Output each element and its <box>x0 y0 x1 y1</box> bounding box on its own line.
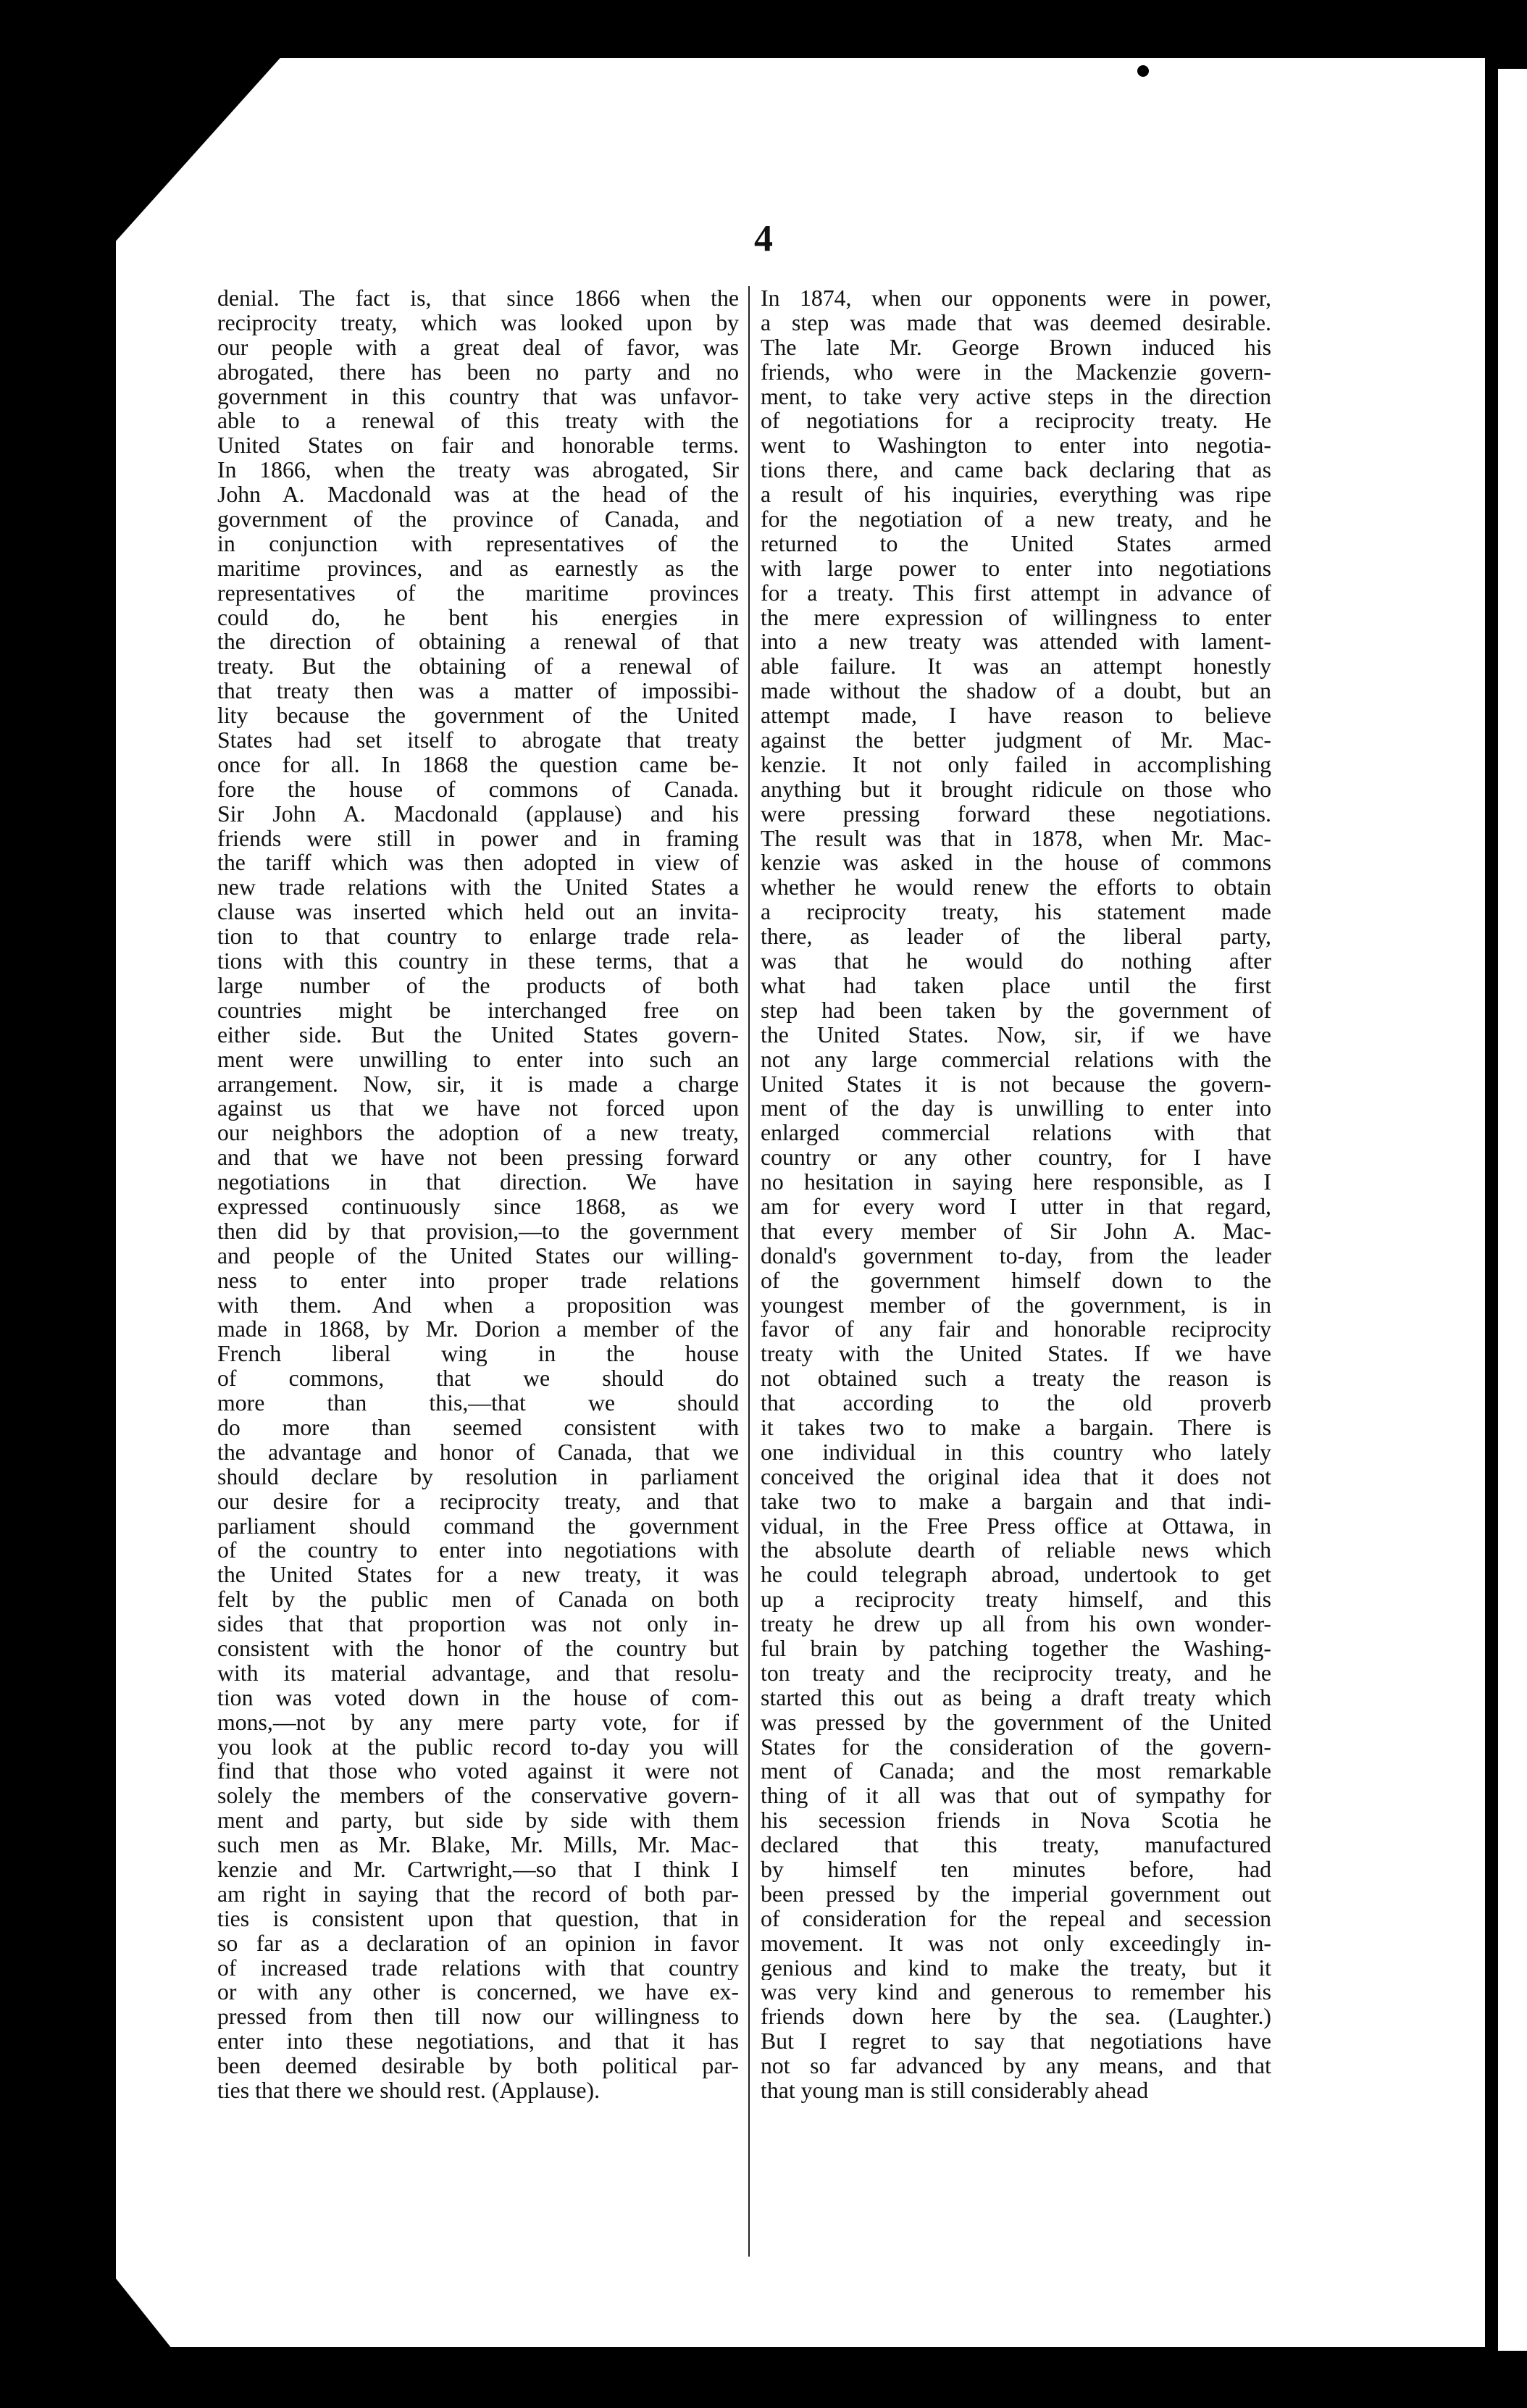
text-line: that every member of Sir John A. Mac- <box>761 1218 1271 1244</box>
text-line: ness to enter into proper trade relations <box>217 1268 739 1293</box>
text-line: ment of the day is unwilling to enter into <box>761 1096 1271 1121</box>
text-line: the absolute dearth of reliable news which <box>761 1538 1271 1563</box>
text-line: that treaty then was a matter of impossibi- <box>217 679 739 704</box>
text-line: of consideration for the repeal and secession <box>761 1906 1271 1931</box>
text-line: representatives of the maritime provinces <box>217 580 739 606</box>
text-line: returned to the United States armed <box>761 531 1271 556</box>
text-line: Sir John A. Macdonald (applause) and his <box>217 801 739 827</box>
text-line: ment were unwilling to enter into such an <box>217 1047 739 1072</box>
text-line: could do, he bent his energies in <box>217 605 739 630</box>
text-line: been deemed desirable by both political par- <box>217 2054 739 2079</box>
text-line: enlarged commercial relations with that <box>761 1121 1271 1146</box>
text-line: country or any other country, for I have <box>761 1145 1271 1171</box>
text-line: French liberal wing in the house <box>217 1342 739 1367</box>
text-line: his secession friends in Nova Scotia he <box>761 1808 1271 1834</box>
text-line: not so far advanced by any means, and that <box>761 2054 1271 2079</box>
text-line: In 1874, when our opponents were in power, <box>761 286 1271 311</box>
text-line: arrangement. Now, sir, it is made a charge <box>217 1071 739 1097</box>
text-line: reciprocity treaty, which was looked upon by <box>217 310 739 335</box>
text-line: tion was voted down in the house of com- <box>217 1685 739 1710</box>
text-line: with large power to enter into negotiations <box>761 556 1271 581</box>
text-line: do more than seemed consistent with <box>217 1415 739 1440</box>
text-line: abrogated, there has been no party and no <box>217 359 739 385</box>
text-line: find that those who voted against it were not <box>217 1759 739 1784</box>
text-line: treaty he drew up all from his own wonder- <box>761 1612 1271 1636</box>
text-line: the United States. Now, sir, if we have <box>761 1022 1271 1048</box>
column-divider <box>748 286 750 2257</box>
text-line: thing of it all was that out of sympathy for <box>761 1784 1271 1809</box>
text-line: anything but it brought ridicule on those who <box>761 777 1271 802</box>
text-line: of the government himself down to the <box>761 1268 1271 1293</box>
text-line: In 1866, when the treaty was abrogated, Sir <box>217 458 739 483</box>
text-line: the United States for a new treaty, it was <box>217 1563 739 1588</box>
text-line: of the country to enter into negotiations with <box>217 1538 739 1563</box>
scan-speck <box>1137 65 1149 77</box>
text-line: The result was that in 1878, when Mr. Mac- <box>761 826 1271 851</box>
text-line: up a reciprocity treaty himself, and this <box>761 1587 1271 1613</box>
text-line: large number of the products of both <box>217 973 739 998</box>
text-line: able failure. It was an attempt honestly <box>761 654 1271 680</box>
text-line: in conjunction with representatives of the <box>217 531 739 556</box>
text-line: ful brain by patching together the Washing- <box>761 1636 1271 1661</box>
text-line: was pressed by the government of the United <box>761 1710 1271 1735</box>
text-line: favor of any fair and honorable reciprocity <box>761 1317 1271 1342</box>
text-line: and that we have not been pressing forward <box>217 1145 739 1171</box>
text-line: tions there, and came back declaring that as <box>761 458 1271 483</box>
text-line: then did by that provision,—to the government <box>217 1218 739 1244</box>
text-line: that young man is still considerably ahead <box>761 2078 1149 2103</box>
text-line: our people with a great deal of favor, was <box>217 335 739 360</box>
text-line: by himself ten minutes before, had <box>761 1857 1271 1882</box>
text-line: pressed from then till now our willingness to <box>217 2004 739 2030</box>
text-line: no hesitation in saying here responsible, as I <box>761 1170 1271 1195</box>
text-line: friends were still in power and in framing <box>217 826 739 851</box>
text-line: ties that there we should rest. (Applause). <box>217 2078 601 2103</box>
text-line: made in 1868, by Mr. Dorion a member of the <box>217 1317 739 1342</box>
text-line: youngest member of the government, is in <box>761 1292 1271 1318</box>
text-line: John A. Macdonald was at the head of the <box>217 482 739 508</box>
text-line: treaty. But the obtaining of a renewal of <box>217 654 739 680</box>
text-line: genious and kind to make the treaty, but it <box>761 1955 1271 1981</box>
text-line: treaty with the United States. If we have <box>761 1342 1271 1367</box>
text-line: parliament should command the government <box>217 1513 739 1539</box>
text-line: been pressed by the imperial government out <box>761 1881 1271 1907</box>
text-line: tion to that country to enlarge trade rela- <box>217 924 739 950</box>
text-line: he could telegraph abroad, undertook to get <box>761 1563 1271 1588</box>
text-line: or with any other is concerned, we have ex- <box>217 1980 739 2005</box>
text-line: should declare by resolution in parliament <box>217 1464 739 1489</box>
text-line: countries might be interchanged free on <box>217 998 739 1023</box>
text-line: a result of his inquiries, everything was ripe <box>761 482 1271 508</box>
next-page-edge <box>1498 69 1527 2351</box>
text-line: solely the members of the conservative govern- <box>217 1784 739 1809</box>
text-line: expressed continuously since 1868, as we <box>217 1194 739 1219</box>
text-line: attempt made, I have reason to believe <box>761 703 1271 729</box>
text-line: with them. And when a proposition was <box>217 1292 739 1318</box>
text-line: ties is consistent upon that question, that in <box>217 1906 739 1931</box>
text-line: more than this,—that we should <box>217 1391 739 1416</box>
text-line: a step was made that was deemed desirable. <box>761 310 1271 335</box>
text-line: government of the province of Canada, and <box>217 507 739 532</box>
text-line: ment, to take very active steps in the direction <box>761 384 1271 409</box>
text-line: mons,—not by any mere party vote, for if <box>217 1710 739 1735</box>
text-line: and people of the United States our willing- <box>217 1243 739 1268</box>
text-line: for a treaty. This first attempt in advance of <box>761 580 1271 606</box>
text-line: vidual, in the Free Press office at Ottawa, in <box>761 1513 1271 1539</box>
text-line: United States it is not because the govern- <box>761 1071 1271 1097</box>
text-line: consistent with the honor of the country but <box>217 1636 739 1661</box>
text-line: against us that we have not forced upon <box>217 1096 739 1121</box>
text-line: our neighbors the adoption of a new treaty, <box>217 1121 739 1146</box>
text-line: lity because the government of the United <box>217 703 739 729</box>
text-line: of negotiations for a reciprocity treaty. He <box>761 409 1271 434</box>
text-line: whether he would renew the efforts to obtain <box>761 875 1271 900</box>
text-line: such men as Mr. Blake, Mr. Mills, Mr. Mac- <box>217 1833 739 1857</box>
text-line: not any large commercial relations with the <box>761 1047 1271 1072</box>
text-line: the tariff which was then adopted in view of <box>217 850 739 876</box>
text-line: either side. But the United States govern- <box>217 1022 739 1048</box>
text-line: denial. The fact is, that since 1866 when the <box>217 286 739 311</box>
text-line: into a new treaty was attended with lament- <box>761 630 1271 655</box>
text-line: friends, who were in the Mackenzie govern- <box>761 359 1271 385</box>
scan-speck <box>1489 706 1496 721</box>
text-line: was very kind and generous to remember his <box>761 1980 1271 2005</box>
text-line: a reciprocity treaty, his statement made <box>761 900 1271 925</box>
text-line: States had set itself to abrogate that treaty <box>217 728 739 753</box>
text-line: am right in saying that the record of both par- <box>217 1881 739 1907</box>
text-line: clause was inserted which held out an invita- <box>217 900 739 925</box>
right-column <box>761 286 1271 2103</box>
text-line: kenzie was asked in the house of commons <box>761 850 1271 876</box>
text-line: so far as a declaration of an opinion in favor <box>217 1931 739 1956</box>
text-line: for the negotiation of a new treaty, and he <box>761 507 1271 532</box>
text-line: of increased trade relations with that country <box>217 1955 739 1981</box>
text-line: was that he would do nothing after <box>761 949 1271 974</box>
text-line: conceived the original idea that it does not <box>761 1464 1271 1489</box>
text-line: against the better judgment of Mr. Mac- <box>761 728 1271 753</box>
text-line: ton treaty and the reciprocity treaty, and he <box>761 1660 1271 1686</box>
text-line: enter into these negotiations, and that it has <box>217 2029 739 2054</box>
text-line: take two to make a bargain and that indi- <box>761 1489 1271 1514</box>
text-line: went to Washington to enter into negotia- <box>761 433 1271 459</box>
text-line: friends down here by the sea. (Laughter.) <box>761 2004 1271 2030</box>
text-line: government in this country that was unfavor- <box>217 384 739 409</box>
text-line: were pressing forward these negotiations. <box>761 801 1271 827</box>
text-line: sides that that proportion was not only in- <box>217 1612 739 1636</box>
text-line: negotiations in that direction. We have <box>217 1170 739 1195</box>
text-line: kenzie and Mr. Cartwright,—so that I think I <box>217 1857 739 1882</box>
text-line: States for the consideration of the govern- <box>761 1734 1271 1760</box>
text-line: ment of Canada; and the most remarkable <box>761 1759 1271 1784</box>
text-line: felt by the public men of Canada on both <box>217 1587 739 1613</box>
text-line: the direction of obtaining a renewal of that <box>217 630 739 655</box>
text-line: with its material advantage, and that resolu- <box>217 1660 739 1686</box>
text-line: new trade relations with the United States a <box>217 875 739 900</box>
text-line: our desire for a reciprocity treaty, and that <box>217 1489 739 1514</box>
text-line: you look at the public record to-day you will <box>217 1734 739 1760</box>
text-line: tions with this country in these terms, that a <box>217 949 739 974</box>
text-line: the mere expression of willingness to enter <box>761 605 1271 630</box>
text-line: of commons, that we should do <box>217 1366 739 1392</box>
text-line: United States on fair and honorable terms. <box>217 433 739 459</box>
text-line: step had been taken by the government of <box>761 998 1271 1023</box>
text-line: ment and party, but side by side with them <box>217 1808 739 1834</box>
text-line: once for all. In 1868 the question came be- <box>217 752 739 777</box>
text-line: the advantage and honor of Canada, that we <box>217 1439 739 1465</box>
text-line: donald's government to-day, from the leader <box>761 1243 1271 1268</box>
page-number: 4 <box>754 218 773 259</box>
text-line: declared that this treaty, manufactured <box>761 1833 1271 1857</box>
text-line: started this out as being a draft treaty which <box>761 1685 1271 1710</box>
left-column <box>217 286 739 2103</box>
text-line: fore the house of commons of Canada. <box>217 777 739 802</box>
text-line: able to a renewal of this treaty with the <box>217 409 739 434</box>
text-line: am for every word I utter in that regard, <box>761 1194 1271 1219</box>
text-line: that according to the old proverb <box>761 1391 1271 1416</box>
text-line: The late Mr. George Brown induced his <box>761 335 1271 360</box>
text-line: But I regret to say that negotiations have <box>761 2029 1271 2054</box>
text-line: maritime provinces, and as earnestly as the <box>217 556 739 581</box>
text-line: what had taken place until the first <box>761 973 1271 998</box>
text-line: kenzie. It not only failed in accomplishing <box>761 752 1271 777</box>
text-line: movement. It was not only exceedingly in- <box>761 1931 1271 1956</box>
text-line: made without the shadow of a doubt, but an <box>761 679 1271 704</box>
text-line: not obtained such a treaty the reason is <box>761 1366 1271 1392</box>
text-line: it takes two to make a bargain. There is <box>761 1415 1271 1440</box>
text-line: one individual in this country who lately <box>761 1439 1271 1465</box>
text-line: there, as leader of the liberal party, <box>761 924 1271 950</box>
